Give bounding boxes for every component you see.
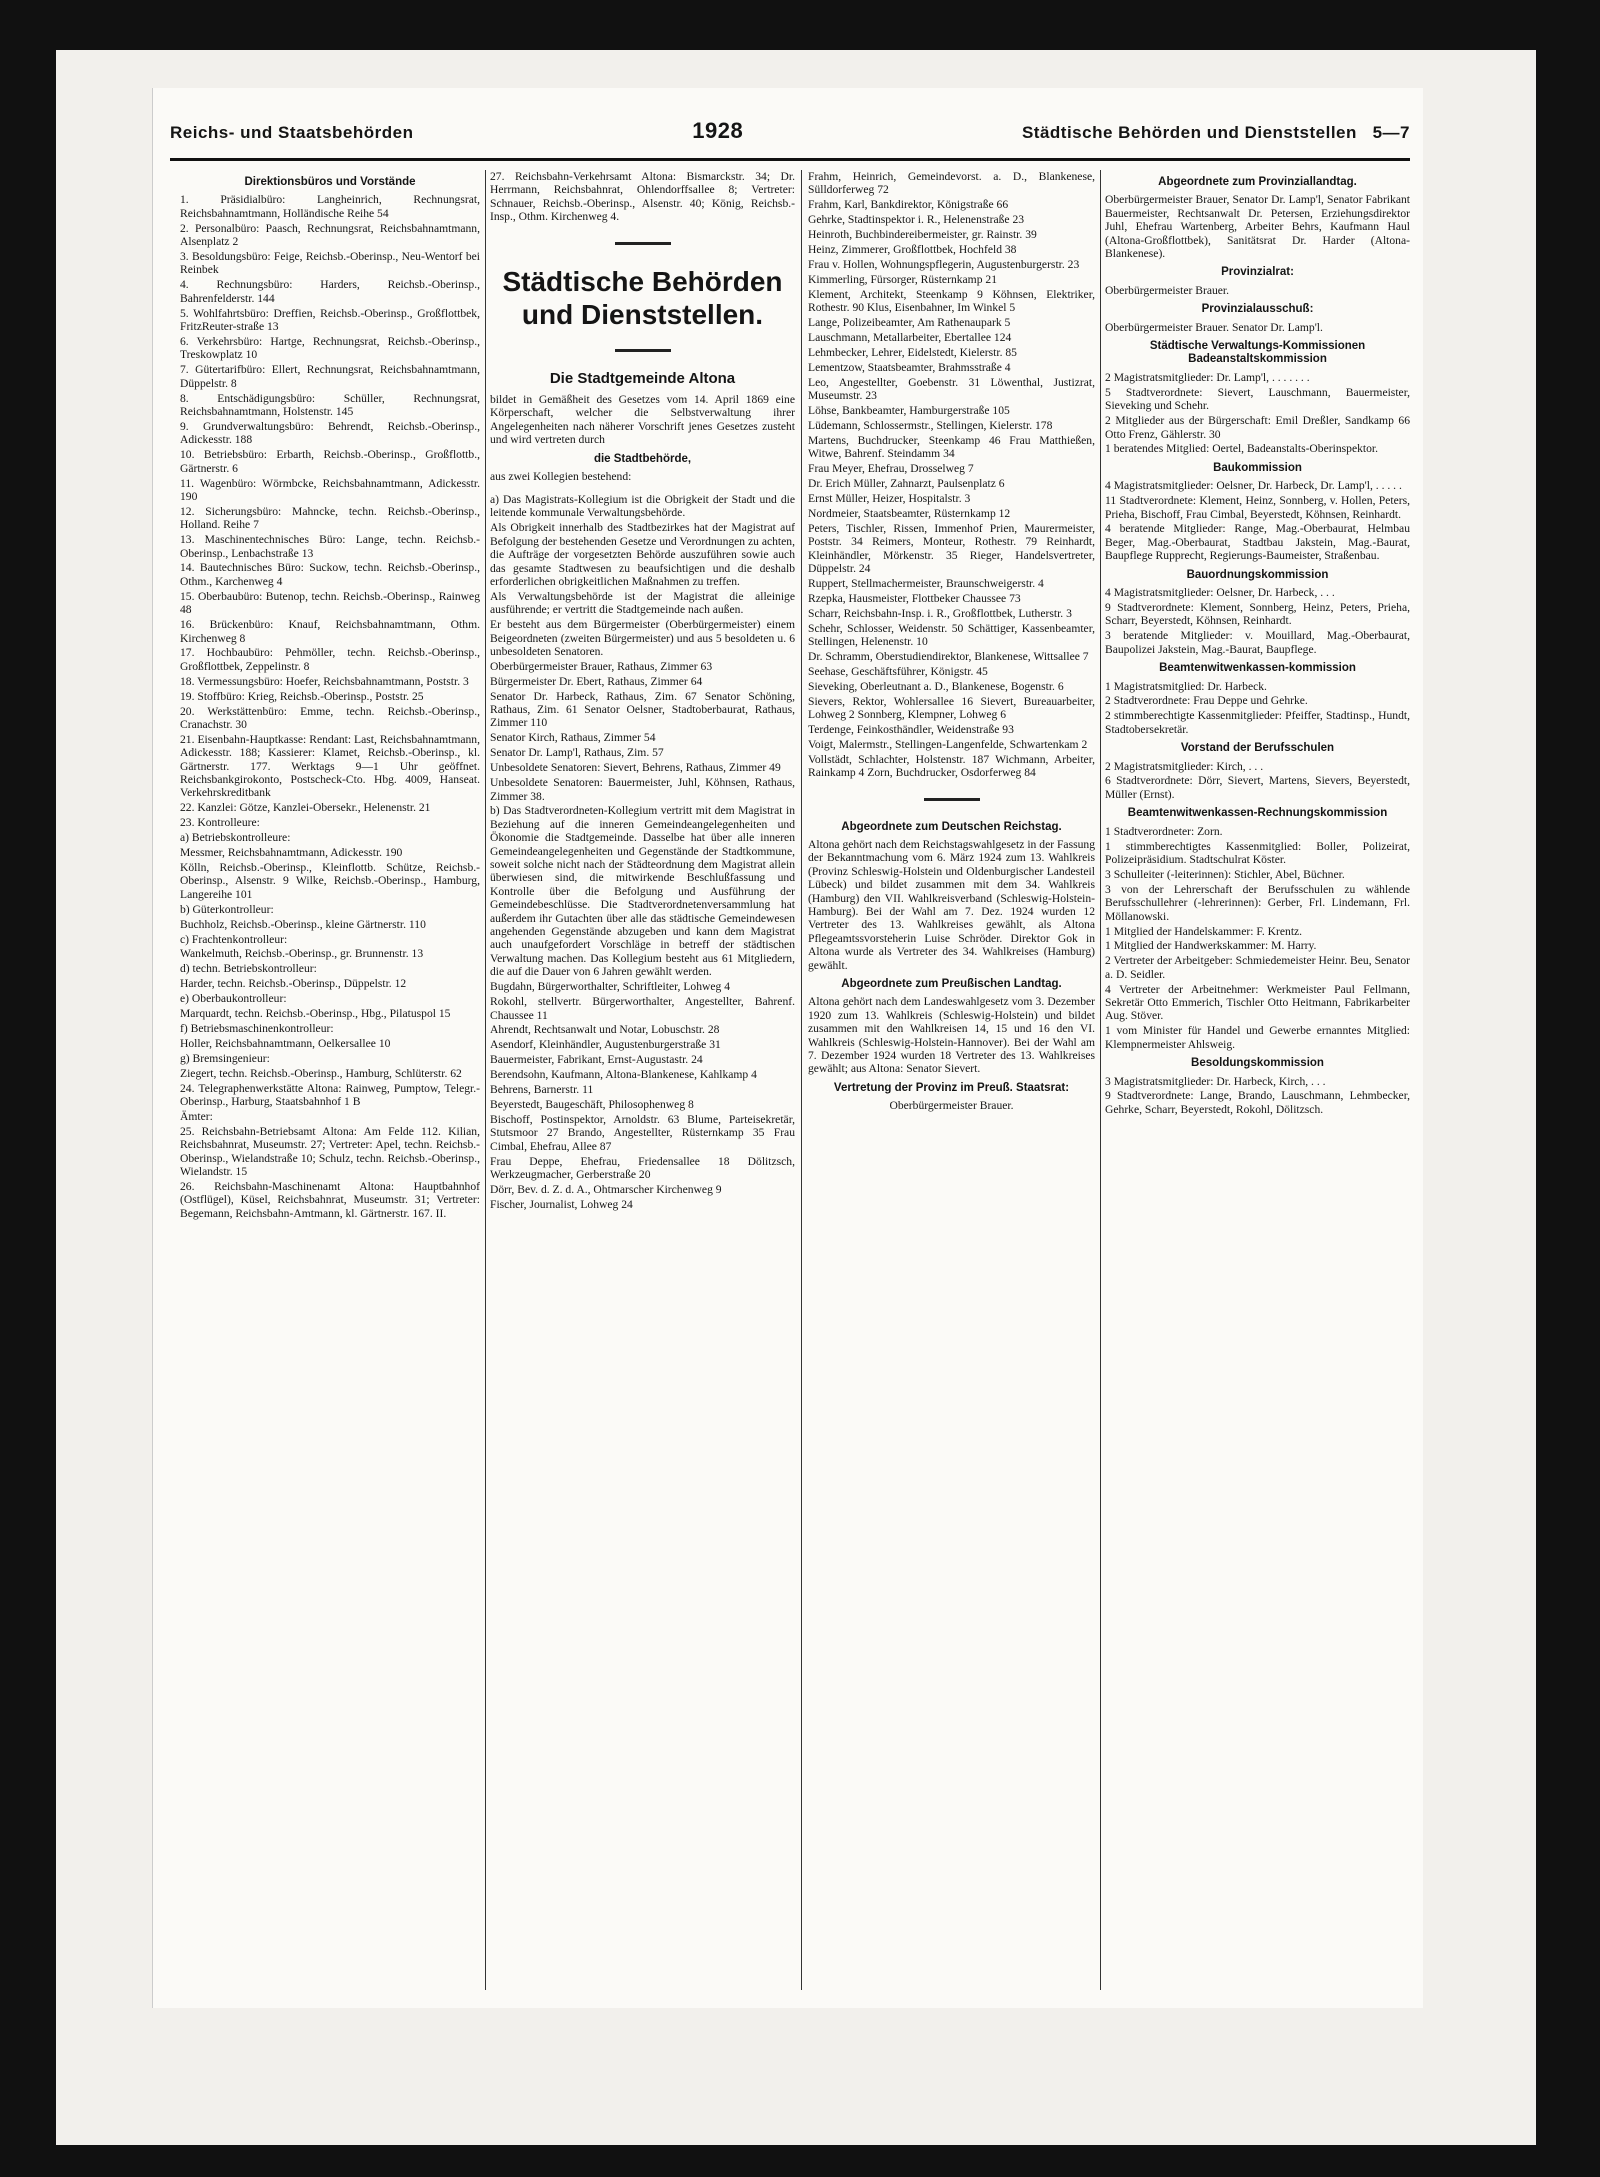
entry-text: 19. Stoffbüro: Krieg, Reichsb.-Oberinsp., Poststr. 25 [180, 689, 424, 703]
column-rule [1100, 170, 1101, 1990]
entry-text: Senator Kirch, Rathaus, Zimmer 54 [490, 731, 656, 745]
header-right: Städtische Behörden und Dienststellen [1021, 123, 1357, 142]
entry-text: Marquardt, techn. Reichsb.-Oberinsp., Hbg., Pilatuspol 15 [180, 1007, 451, 1021]
entry-text: 10. Betriebsbüro: Erbarth, Reichsb.-Oberinsp., Großflottb., Gärtnerstr. 6 [180, 448, 480, 475]
entry-text: Frahm, Heinrich, Gemeindevorst. a. D., Blankenese, Sülldorferweg 72 [808, 170, 1095, 197]
entry-text: 5. Wohlfahrtsbüro: Dreffien, Reichsb.-Oberinsp., Großflottbek, FritzReuter-straße 13 [180, 306, 480, 334]
entry-text: Kölln, Reichsb.-Oberinsp., Kleinflottb. Schütze, Reichsb.-Oberinsp., Alsenstr. 9 Wilke, Reichsb.-Oberinsp., Hamburg, Langereihe 101 [180, 861, 480, 901]
entry-text: 4. Rechnungsbüro: Harders, Reichsb.-Oberinsp., Bahrenfelderstr. 144 [180, 278, 480, 305]
entry-text: 16. Brückenbüro: Knauf, Reichsbahnamtmann, Othm. Kirchenweg 8 [180, 618, 480, 645]
entry-text: Ahrendt, Rechtsanwalt und Notar, Lobuschstr. 28 [490, 1023, 720, 1037]
commission-entry: 3 von der Lehrerschaft der Berufsschulen zu wählende Berufsschullehrer (-lehrerinnen): Gerber, Frl. Lindemann, Frl. Möllanowski. [1105, 882, 1410, 923]
entry-text: Heinroth, Buchbindereibermeister, gr. Rainstr. 39 [808, 228, 1037, 242]
entry-text: 27. Reichsbahn-Verkehrsamt Altona: Bismarckstr. 34; Dr. Herrmann, Reichsbahnrat, Ohlendorffsallee 8; Vertreter: Schnauer, Reichsb.-Oberinsp., Alsenstr. 40; König, Reichsb.-Insp., Othm. Kirchenweg 4. [490, 170, 795, 224]
entry-text: Frau Deppe, Ehefrau, Friedensallee 18 Dölitzsch, Werkzeugmacher, Gerberstraße 20 [490, 1154, 795, 1181]
entry-text: Lauschmann, Metallarbeiter, Ebertallee 124 [808, 330, 1012, 344]
commission-entry: 9 Stadtverordnete: Klement, Sonnberg, Heinz, Peters, Prieha, Scharr, Beyerstedt, Köhnsen, Reinhardt. [1105, 600, 1410, 628]
commission-entry: 2 Mitglieder aus der Bürgerschaft: Emil Dreßler, Sandkamp 66 Otto Frenz, Gählerstr. 30 [1105, 414, 1410, 441]
commission-entry: 4 Magistratsmitglieder: Oelsner, Dr. Harbeck, . . . [1105, 586, 1335, 600]
entry-text: Klement, Architekt, Steenkamp 9 Köhnsen, Elektriker, Rothestr. 90 Klus, Eisenbahner, Im Winkel 5 [808, 287, 1095, 315]
entry-text: Voigt, Malermstr., Stellingen-Langenfelde, Schwartenkam 2 [808, 737, 1088, 751]
entry-text: Wankelmuth, Reichsb.-Oberinsp., gr. Brunnenstr. 13 [180, 947, 424, 961]
entry-text: 13. Maschinentechnisches Büro: Lange, techn. Reichsb.-Oberinsp., Lenbachstraße 13 [180, 533, 480, 560]
entry-text: Löhse, Bankbeamter, Hamburgerstraße 105 [808, 404, 1010, 417]
entry-text: Asendorf, Kleinhändler, Augustenburgerstraße 31 [490, 1038, 721, 1052]
entry-text: Dr. Erich Müller, Zahnarzt, Paulsenplatz 6 [808, 477, 1005, 491]
column-3 [808, 170, 1095, 1990]
entry-text: Senator Dr. Harbeck, Rathaus, Zim. 67 Senator Schöning, Rathaus, Zim. 61 Senator Oelsner, Stadtoberbaurat, Rathaus, Zimmer 110 [490, 689, 795, 730]
entry-text: Terdenge, Feinkosthändler, Weidenstraße 93 [808, 722, 1014, 736]
commission-list [1105, 176, 1410, 1116]
entry-text: Lüdemann, Schlossermstr., Stellingen, Kielerstr. 178 [808, 418, 1053, 432]
entry-text: Als Obrigkeit innerhalb des Stadtbezirkes hat der Magistrat auf Befolgung der bestehenden Gesetze und Verordnungen zu achten, die Aufträge der vorgesetzten Behörde auszuführen sowie auch das gesamte Stadtwesen zu beaufsichtigen und die deshalb erforderlichen obrigkeitlichen Maßnahmen zu treffen. [490, 521, 795, 588]
entry-text: Ruppert, Stellmachermeister, Braunschweigerstr. 4 [808, 576, 1044, 590]
header-page: 5—7 [1372, 123, 1410, 142]
commission-entry: 2 Stadtverordnete: Frau Deppe und Gehrke. [1105, 694, 1308, 708]
body-paragraph: Altona gehört nach dem Reichstagswahlgesetz in der Fassung der Bekanntmachung vom 6. März 1924 zum 13. Wahlkreis (Provinz Schleswig-Holstein und Oldenburgischer Landesteil Lübeck) und bildet zusammen mit dem 34. Wahlkreis (Hamburg) den VII. Wahlkreisverband (Schleswig-Holstein-Hamburg). Bei der Wahl am 7. Dez. 1924 wurden 12 Vertreter des 13. Wahlkreises gewählt, als Altona Pflegeamtssvorsteherin Luise Schröder. Direktor Gok in Altona wurde als Vertreter des 34. Wahlkreises (Hamburg) gewählt. [808, 837, 1095, 972]
entry-text: 20. Werkstättenbüro: Emme, techn. Reichsb.-Oberinsp., Cranachstr. 30 [180, 704, 480, 731]
commission-entry: 9 Stadtverordnete: Lange, Brando, Lauschmann, Lehmbecker, Gehrke, Scharr, Beyerstedt, Rokohl, Dölitzsch. [1105, 1089, 1410, 1116]
entry-text: 24. Telegraphenwerkstätte Altona: Rainweg, Pumptow, Telegr.-Oberinsp., Harburg, Staatsbahnhof 1 B [180, 1081, 480, 1108]
running-header [170, 118, 1410, 161]
commission-heading: Vorstand der Berufsschulen [1180, 742, 1335, 755]
entry-text: 22. Kanzlei: Götze, Kanzlei-Obersekr., Helenenstr. 21 [180, 801, 431, 815]
commission-heading: Besoldungskommission [1191, 1057, 1324, 1070]
entry-text: Unbesoldete Senatoren: Sievert, Behrens, Rathaus, Zimmer 49 [490, 761, 781, 775]
entry-text: Schehr, Schlosser, Weidenstr. 50 Schättiger, Kassenbeamter, Stellingen, Helenenstr. 10 [808, 621, 1095, 648]
entry-text: 15. Oberbaubüro: Butenop, techn. Reichsb.-Oberinsp., Rainweg 48 [180, 589, 480, 617]
entry-text: 7. Gütertarifbüro: Ellert, Rechnungsrat, Reichsbahnamtmann, Düppelstr. 8 [180, 363, 480, 390]
commission-heading: Städtische Verwaltungs-Kommissionen Badeanstaltskommission [1149, 340, 1366, 366]
entry-text: Lementzow, Staatsbeamter, Brahmsstraße 4 [808, 360, 1011, 374]
column-1 [180, 170, 480, 1990]
entry-text: Martens, Buchdrucker, Steenkamp 46 Frau Matthießen, Witwe, Bahrenf. Steindamm 34 [808, 433, 1095, 461]
column-2 [490, 170, 795, 1990]
commission-entry: 2 Magistratsmitglieder: Kirch, . . . [1105, 759, 1264, 773]
entry-text: 23. Kontrolleure: [180, 816, 260, 830]
entry-text: Beyerstedt, Baugeschäft, Philosophenweg 8 [490, 1097, 694, 1111]
entry-text: Dörr, Bev. d. Z. d. A., Ohtmarscher Kirchenweg 9 [490, 1182, 722, 1196]
section-heading: Direktionsbüros und Vorstände [244, 176, 416, 188]
commission-entry: 2 Vertreter der Arbeitgeber: Schmiedemeister Heinr. Beu, Senator a. D. Seidler. [1105, 954, 1410, 981]
entry-text: 11. Wagenbüro: Wörmbcke, Reichsbahnamtmann, Adickesstr. 190 [180, 476, 480, 503]
entry-text: Scharr, Reichsbahn-Insp. i. R., Großflottbek, Lutherstr. 3 [808, 606, 1072, 620]
commission-entry: 1 Mitglied der Handelskammer: F. Krentz. [1105, 924, 1303, 938]
commission-entry: 1 vom Minister für Handel und Gewerbe ernanntes Mitglied: Klempnermeister Ahlsweig. [1105, 1024, 1410, 1051]
entry-text: Heinz, Zimmerer, Großflottbek, Hochfeld 38 [808, 243, 1017, 257]
entry-text: 9. Grundverwaltungsbüro: Behrendt, Reichsb.-Oberinsp., Adickesstr. 188 [180, 419, 480, 447]
entry-text: Sieveking, Oberleutnant a. D., Blankenese, Bogenstr. 6 [808, 679, 1064, 693]
entry-text: Ziegert, techn. Reichsb.-Oberinsp., Hamburg, Schlüterstr. 62 [180, 1066, 462, 1080]
section-heading: Abgeordnete zum Preußischen Landtag. [841, 978, 1062, 991]
entry-text: c) Frachtenkontrolleur: [180, 932, 288, 946]
entry-text: Ernst Müller, Heizer, Hospitalstr. 3 [808, 491, 971, 505]
entry-list [490, 170, 795, 224]
entry-text: Rzepka, Hausmeister, Flottbeker Chaussee 73 [808, 591, 1021, 605]
entry-text: a) Das Magistrats-Kollegium ist die Obrigkeit der Stadt und die leitende kommunale Verwaltungsbehörde. [490, 492, 795, 520]
entry-text: e) Oberbaukontrolleur: [180, 992, 287, 1006]
entry-text: Rokohl, stellvertr. Bürgerworthalter, Angestellter, Bahrenf. Chaussee 11 [490, 995, 795, 1022]
commission-entry: Oberbürgermeister Brauer. Senator Dr. Lamp'l. [1105, 320, 1323, 334]
entry-text: Buchholz, Reichsb.-Oberinsp., kleine Gärtnerstr. 110 [180, 917, 426, 931]
divider [615, 349, 671, 352]
entry-text: Lange, Polizeibeamter, Am Rathenaupark 5 [808, 316, 1011, 330]
entry-text: Lehmbecker, Lehrer, Eidelstedt, Kielerstr. 85 [808, 345, 1017, 359]
entry-text: Frau v. Hollen, Wohnungspflegerin, Augustenburgerstr. 23 [808, 257, 1080, 271]
entry-text: 12. Sicherungsbüro: Mahncke, techn. Reichsb.-Oberinsp., Holland. Reihe 7 [180, 504, 480, 532]
entry-text: Bauermeister, Fabrikant, Ernst-Augustastr. 24 [490, 1053, 703, 1067]
entry-text: 14. Bautechnisches Büro: Suckow, techn. Reichsb.-Oberinsp., Othm., Karchenweg 4 [180, 561, 480, 588]
commission-entry: 11 Stadtverordnete: Klement, Heinz, Sonnberg, v. Hollen, Peters, Prieha, Bischoff, Frau Cimbal, Beyerstedt, Köhnsen, Reinhardt. [1105, 494, 1410, 521]
entry-text: Messmer, Reichsbahnamtmann, Adickesstr. 190 [180, 846, 403, 860]
commission-entry: 3 beratende Mitglieder: v. Mouillard, Mag.-Oberbaurat, Baupolizei Jakstein, Mag.-Baurat, Baupflege. [1105, 629, 1410, 656]
subtitle: Die Stadtgemeinde Altona [549, 369, 736, 387]
entry-text: Sievers, Rektor, Wohlersallee 16 Sievert, Bureauarbeiter, Lohweg 2 Sonnberg, Klempner, Lohweg 6 [808, 694, 1095, 722]
entry-text: 18. Vermessungsbüro: Hoefer, Reichsbahnamtmann, Poststr. 3 [180, 674, 469, 688]
entry-text: Frau Meyer, Ehefrau, Drosselweg 7 [808, 462, 974, 476]
commission-entry: 2 stimmberechtigte Kassenmitglieder: Pfeiffer, Stadtinsp., Hundt, Stadtobersekretär. [1105, 709, 1410, 736]
entry-text: Bürgermeister Dr. Ebert, Rathaus, Zimmer 64 [490, 674, 703, 688]
commission-entry: 4 Magistratsmitglieder: Oelsner, Dr. Harbeck, Dr. Lamp'l, . . . . . [1105, 479, 1402, 493]
entry-text: Behrens, Barnerstr. 11 [490, 1083, 594, 1097]
main-title: Städtische Behörden und Dienststellen. [502, 265, 783, 330]
body-paragraph: Altona gehört nach dem Landeswahlgesetz vom 3. Dezember 1920 zum 13. Wahlkreis (Schleswig-Holstein) und bildet zusammen mit den Wahlkreisen 14, 15 und 16 den VI. Wahlkreis (Schleswig-Holstein-Hannover). Bei der Wahl am 7. Dezember 1924 wurden 18 Vertreter des 13. Wahlkreises gewählt; aus Altona: Senator Sievert. [808, 995, 1095, 1076]
entry-text: Er besteht aus dem Bürgermeister (Oberbürgermeister) einem Beigeordneten (zweiten Bürgermeister) und aus 5 besoldeten u. 6 unbesoldeten Senatoren. [490, 618, 795, 658]
commission-heading: Baukommission [1213, 461, 1302, 474]
body-paragraph: Oberbürgermeister Brauer. [889, 1099, 1014, 1113]
commission-entry: 1 beratendes Mitglied: Oertel, Badeanstalts-Oberinspektor. [1105, 442, 1379, 456]
entry-text: b) Güterkontrolleur: [180, 902, 274, 916]
entry-text: Ämter: [180, 1109, 213, 1123]
commission-heading: Provinzialausschuß: [1201, 303, 1314, 316]
commission-entry: 6 Stadtverordnete: Dörr, Sievert, Martens, Sievers, Beyerstedt, Müller (Ernst). [1105, 774, 1410, 801]
entry-text: 8. Entschädigungsbüro: Schüller, Rechnungsrat, Reichsbahnamtmann, Holstenstr. 145 [180, 391, 480, 418]
entry-text: Dr. Schramm, Oberstudiendirektor, Blankenese, Wittsallee 7 [808, 649, 1089, 663]
entry-text: 2. Personalbüro: Paasch, Rechnungsrat, Reichsbahnamtmann, Alsenplatz 2 [180, 221, 480, 249]
commission-heading: Abgeordnete zum Provinziallandtag. [1158, 176, 1357, 188]
commission-entry: 1 Stadtverordneter: Zorn. [1105, 824, 1223, 838]
commission-entry: 2 Magistratsmitglieder: Dr. Lamp'l, . . . . . . . [1105, 370, 1310, 384]
divider [924, 798, 980, 801]
entry-text: Bugdahn, Bürgerworthalter, Schriftleiter, Lohweg 4 [490, 980, 731, 994]
entry-text: Oberbürgermeister Brauer, Rathaus, Zimmer 63 [490, 659, 713, 673]
entry-text: 6. Verkehrsbüro: Hartge, Rechnungsrat, Reichsb.-Oberinsp., Treskowplatz 10 [180, 334, 480, 362]
commission-entry: 5 Stadtverordnete: Sievert, Lauschmann, Bauermeister, Sieveking und Schehr. [1105, 385, 1410, 413]
entry-text: Gehrke, Stadtinspektor i. R., Helenenstraße 23 [808, 213, 1025, 227]
entry-text: Seehase, Geschäftsführer, Königstr. 45 [808, 664, 988, 678]
commission-entry: Oberbürgermeister Brauer. [1105, 283, 1230, 297]
entry-text: Kimmerling, Fürsorger, Rüsternkamp 21 [808, 272, 997, 286]
entry-text: g) Bremsingenieur: [180, 1051, 270, 1065]
intro-paragraph: aus zwei Kollegien bestehend: [490, 470, 632, 484]
section-heading: Abgeordnete zum Deutschen Reichstag. [841, 820, 1062, 833]
entry-text: 21. Eisenbahn-Hauptkasse: Rendant: Last, Reichsbahnamtmann, Adickesstr. 188; Kassierer: Klamet, Reichsb.-Oberinsp., kl. Gärtnerstr. 177. Werktags 9—1 Uhr geöffnet. Reichsbankgirokonto, Postscheck-Cto. Hbg. 4009, Hanseat. Verkehrskreditbank [180, 732, 480, 800]
entry-text: Senator Dr. Lamp'l, Rathaus, Zim. 57 [490, 746, 664, 760]
commission-heading: Provinzialrat: [1221, 266, 1294, 279]
commission-entry: 3 Schulleiter (-leiterinnen): Stichler, Abel, Büchner. [1105, 867, 1345, 881]
divider [615, 242, 671, 245]
section-heading: Vertretung der Provinz im Preuß. Staatsrat: [833, 1081, 1070, 1094]
entry-text: Peters, Tischler, Rissen, Immenhof Prien, Maurermeister, Poststr. 34 Reimers, Monteur, Rothestr. 79 Reinhardt, Kleinhändler, Mörkenstr. 35 Rieger, Handelsvertreter, Düppelstr. 24 [808, 521, 1095, 575]
column-rule [801, 170, 802, 1990]
entry-text: 17. Hochbaubüro: Pehmöller, techn. Reichsb.-Oberinsp., Großflottbek, Zeppelinstr. 8 [180, 646, 480, 673]
entry-text: b) Das Stadtverordneten-Kollegium vertritt mit dem Magistrat in Beziehung auf die inneren Gemeindeangelegenheiten und Ökonomie die Stadtgemeinde. Dasselbe hat über alle inneren Gemeindeangelegenheiten und Gegenstände der Stadtkommune, soweit solche nicht nach der Städteordnung dem Magistrat allein überwiesen sind, die mitwirkende Beschlußfassung und Kontrolle über die Befolgung und Ausführung der Gemeindebeschlüsse. Die Stadtverordnetenversammlung hat außerdem ihr Gutachten über alle das städtische Gemeindewesen angehenden Gegenstände abzugeben und kann dem Magistrat auch unaufgefordert Vorschläge in betreff der städtischen Verwaltung machen. Das Kollegium besteht aus 61 Mitgliedern, die auf die Dauer von 6 Jahren gewählt werden. [490, 804, 795, 979]
entry-text: Holler, Reichsbahnamtmann, Oelkersallee 10 [180, 1036, 391, 1050]
entry-text: 1. Präsidialbüro: Langheinrich, Rechnungsrat, Reichsbahnamtmann, Holländische Reihe 54 [180, 193, 480, 220]
entry-text: Fischer, Journalist, Lohweg 24 [490, 1197, 633, 1211]
entry-text: 3. Besoldungsbüro: Feige, Reichsb.-Oberinsp., Neu-Wentorf bei Reinbek [180, 250, 480, 277]
entry-text: Unbesoldete Senatoren: Bauermeister, Juhl, Köhnsen, Rathaus, Zimmer 38. [490, 776, 795, 803]
entry-text: 26. Reichsbahn-Maschinenamt Altona: Hauptbahnhof (Ostflügel), Küsel, Reichsbahnrat, Museumstr. 31; Vertreter: Begemann, Reichsbahn-Amtmann, kl. Gärtnerstr. 167. II. [180, 1179, 480, 1220]
commission-entry: Oberbürgermeister Brauer, Senator Dr. Lamp'l, Senator Fabrikant Bauermeister, Rechtsanwalt Dr. Petersen, Erziehungsdirektor Juhl, Ehefrau Wartenberg, Arbeiter Behrs, Kaufmann Haul (Altona-Großflottbek), Sanitätsrat Dr. Harder (Altona-Blankenese). [1105, 193, 1410, 261]
entry-text: 25. Reichsbahn-Betriebsamt Altona: Am Felde 112. Kilian, Reichsbahnrat, Museumstr. 27; Vertreter: Apel, techn. Reichsb.-Oberinsp., Wielandstraße 10; Schulz, techn. Reichsb.-Oberinsp., Wielandstr. 15 [180, 1124, 480, 1179]
commission-entry: 1 stimmberechtigtes Kassenmitglied: Boller, Polizeirat, Polizeipräsidium. Stadtschulrat Köster. [1105, 839, 1410, 866]
header-left: Reichs- und Staatsbehörden [170, 123, 414, 142]
commission-heading: Beamtenwitwenkassen-kommission [1159, 662, 1356, 675]
entry-list [490, 493, 795, 1211]
entry-list [180, 193, 480, 1220]
commission-entry: 3 Magistratsmitglieder: Dr. Harbeck, Kirch, . . . [1105, 1074, 1326, 1088]
entry-text: Vollstädt, Schlachter, Holstenstr. 187 Wichmann, Arbeiter, Rainkamp 4 Zorn, Buchdrucker, Osdorferweg 84 [808, 752, 1095, 780]
commission-heading: Beamtenwitwenkassen-Rechnungskommission [1127, 807, 1388, 820]
entry-text: Berendsohn, Kaufmann, Altona-Blankenese, Kahlkamp 4 [490, 1068, 757, 1082]
entry-text: Frahm, Karl, Bankdirektor, Königstraße 66 [808, 198, 1009, 212]
intro-paragraph: bildet in Gemäßheit des Gesetzes vom 14. April 1869 eine Körperschaft, welcher die Selbstverwaltung ihrer Angelegenheiten nach näherer Vorschrift jenes Gesetzes zusteht und wird vertreten durch [490, 393, 795, 447]
entry-text: f) Betriebsmaschinenkontrolleur: [180, 1021, 334, 1035]
commission-entry: 4 Vertreter der Arbeitnehmer: Werkmeister Paul Fellmann, Sekretär Otto Emmerich, Tischler Otto Heitmann, Fabrikarbeiter Aug. Stöver. [1105, 982, 1410, 1023]
entry-text: a) Betriebskontrolleure: [180, 831, 291, 845]
entry-text: Leo, Angestellter, Goebenstr. 31 Löwenthal, Justizrat, Museumstr. 23 [808, 375, 1095, 403]
entry-text: Nordmeier, Staatsbeamter, Rüsternkamp 12 [808, 506, 1011, 520]
entry-text: Harder, techn. Reichsb.-Oberinsp., Düppelstr. 12 [180, 977, 407, 991]
commission-entry: 4 beratende Mitglieder: Range, Mag.-Oberbaurat, Helmbau Beger, Mag.-Oberbaurat, Stadtbau Jakstein, Mag.-Baurat, Baupflege Rupprecht, Regierungs-Baumeister, Straßenbau. [1105, 522, 1410, 563]
commission-entry: 1 Magistratsmitglied: Dr. Harbeck. [1105, 679, 1267, 693]
column-4 [1105, 170, 1410, 1990]
header-year: 1928 [692, 118, 744, 143]
commission-heading: Bauordnungskommission [1186, 568, 1329, 581]
commission-entry: 1 Mitglied der Handwerkskammer: M. Harry. [1105, 939, 1317, 953]
entry-text: Bischoff, Postinspektor, Arnoldstr. 63 Blume, Parteisekretär, Stutsmoor 27 Brando, Angestellter, Rüsternkamp 35 Frau Cimbal, Ehefrau, Allee 87 [490, 1112, 795, 1153]
entry-list [808, 170, 1095, 780]
section-heading: die Stadtbehörde, [593, 452, 692, 465]
entry-text: d) techn. Betriebskontrolleur: [180, 962, 317, 976]
column-rule [485, 170, 486, 1990]
entry-text: Als Verwaltungsbehörde ist der Magistrat die alleinige ausführende; er vertritt die Stadtgemeinde nach außen. [490, 589, 795, 617]
